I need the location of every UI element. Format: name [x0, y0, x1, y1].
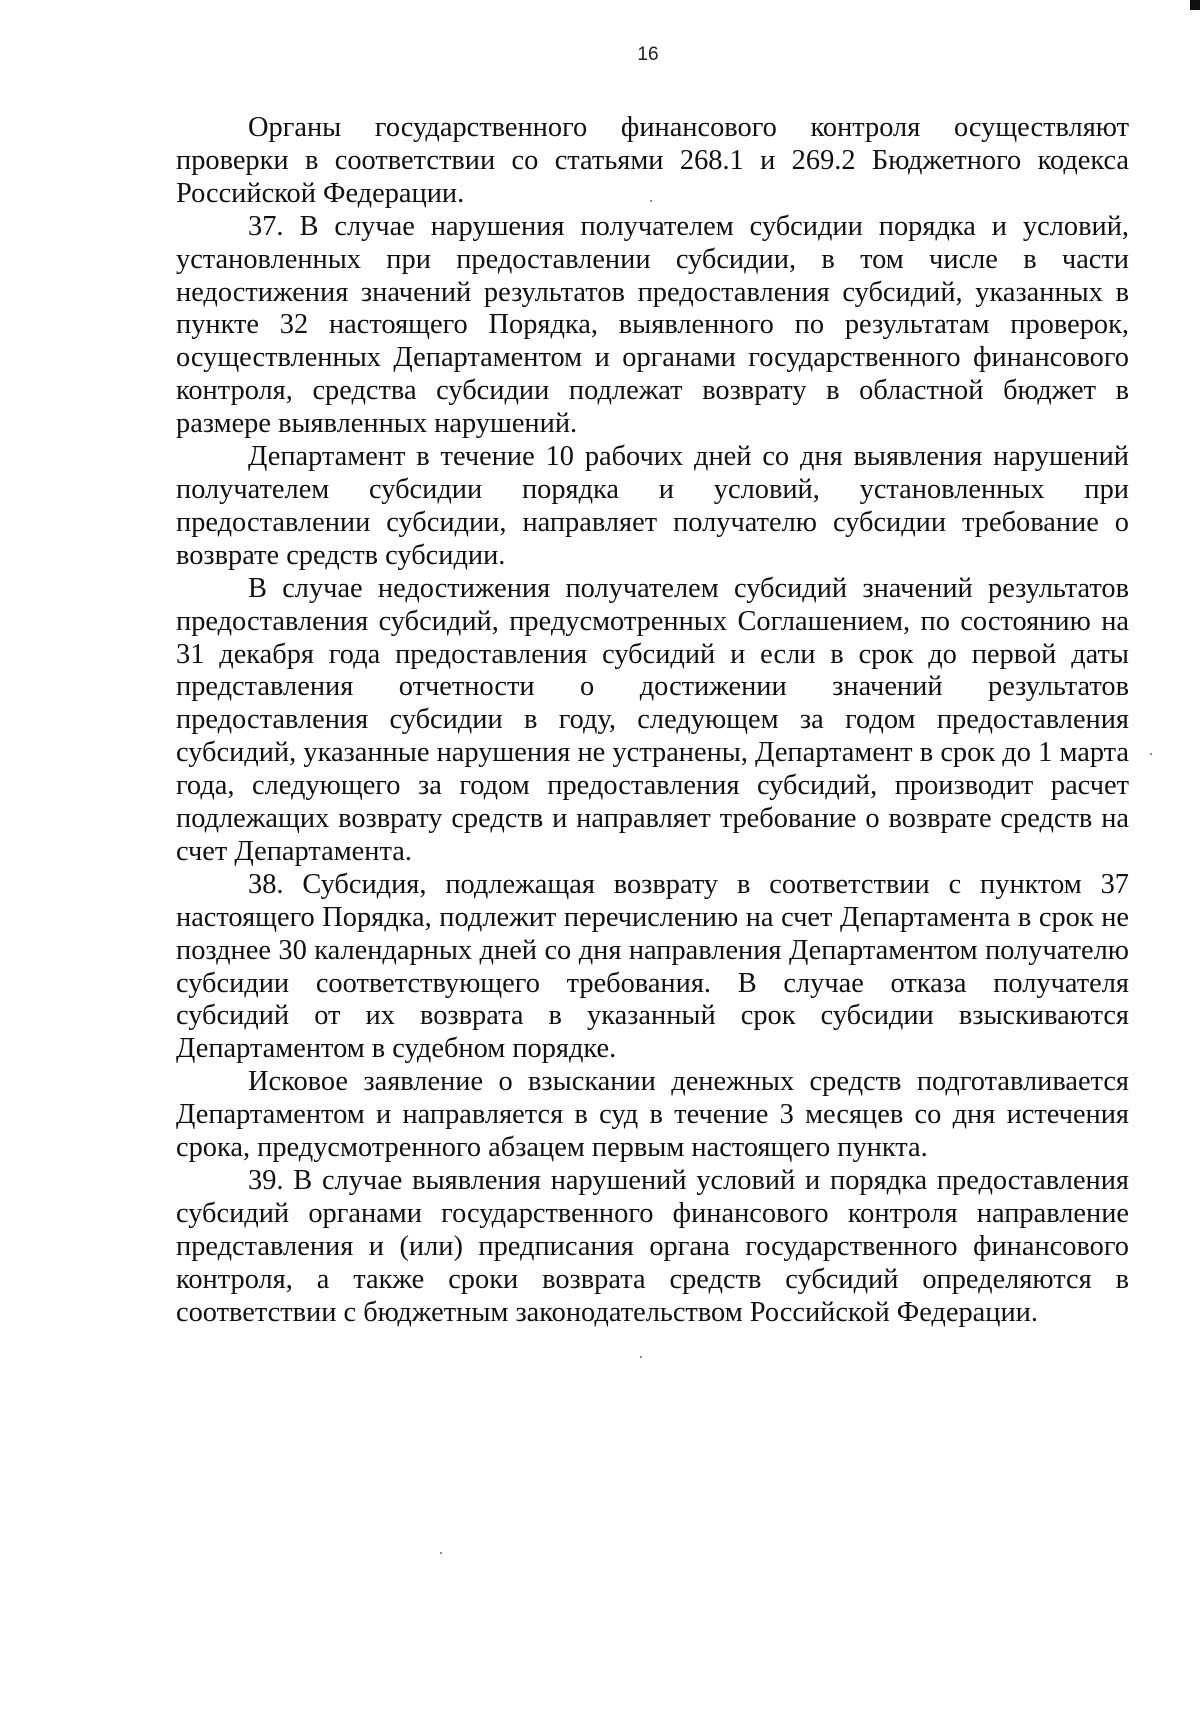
paragraph-department-notice: Департамент в течение 10 рабочих дней со дня выявления нарушений получателем субсидии порядка и условий, установленных при предоставлении субсидии, направляет получателю субсидии требование о возврате средств субсидии.	[176, 441, 1129, 571]
paragraph-lawsuit: Исковое заявление о взыскании денежных средств подготавливается Департаментом и направляется в суд в течение 3 месяцев со дня истечения срока, предусмотренного абзацем первым настоящего пункта.	[176, 1066, 1129, 1164]
page-number: 16	[637, 44, 659, 65]
document-body	[176, 112, 1129, 1330]
paragraph-non-achievement: В случае недостижения получателем субсидий значений результатов предоставления субсидий, предусмотренных Соглашением, по состоянию на 31 декабря года предоставления субсидий и если в срок до первой даты представления отчетности о достижении значений результатов предоставления субсидии в году, следующем за годом предоставления субсидий, указанные нарушения не устранены, Департамент в срок до 1 марта года, следующего за годом предоставления субсидий, производит расчет подлежащих возврату средств и направляет требование о возврате средств на счет Департамента.	[176, 572, 1129, 867]
scan-speck	[1150, 753, 1152, 755]
paragraph-39: 39. В случае выявления нарушений условий и порядка предоставления субсидий органами государственного финансового контроля направление представления и (или) предписания органа государственного финансового контроля, а также сроки возврата средств субсидий определяются в соответствии с бюджетным законодательством Российской Федерации.	[176, 1165, 1129, 1328]
scan-corner-mark	[1190, 0, 1200, 10]
scan-speck	[440, 1552, 442, 1554]
scan-speck	[650, 200, 652, 202]
paragraph-control-bodies: Органы государственного финансового контроля осуществляют проверки в соответствии со статьями 268.1 и 269.2 Бюджетного кодекса Российской Федерации.	[176, 112, 1129, 209]
paragraph-37: 37. В случае нарушения получателем субсидии порядка и условий, установленных при предоставлении субсидии, в том числе в части недостижения значений результатов предоставления субсидий, указанных в пункте 32 настоящего Порядка, выявленного по результатам проверок, осуществленных Департаментом и органами государственного финансового контроля, средства субсидии подлежат возврату в областной бюджет в размере выявленных нарушений.	[176, 210, 1129, 440]
scan-speck	[640, 1356, 642, 1358]
paragraph-38: 38. Субсидия, подлежащая возврату в соответствии с пунктом 37 настоящего Порядка, подлежит перечислению на счет Департамента в срок не позднее 30 календарных дней со дня направления Департаментом получателю субсидии соответствующего требования. В случае отказа получателя субсидий от их возврата в указанный срок субсидии взыскиваются Департаментом в судебном порядке.	[176, 868, 1129, 1065]
